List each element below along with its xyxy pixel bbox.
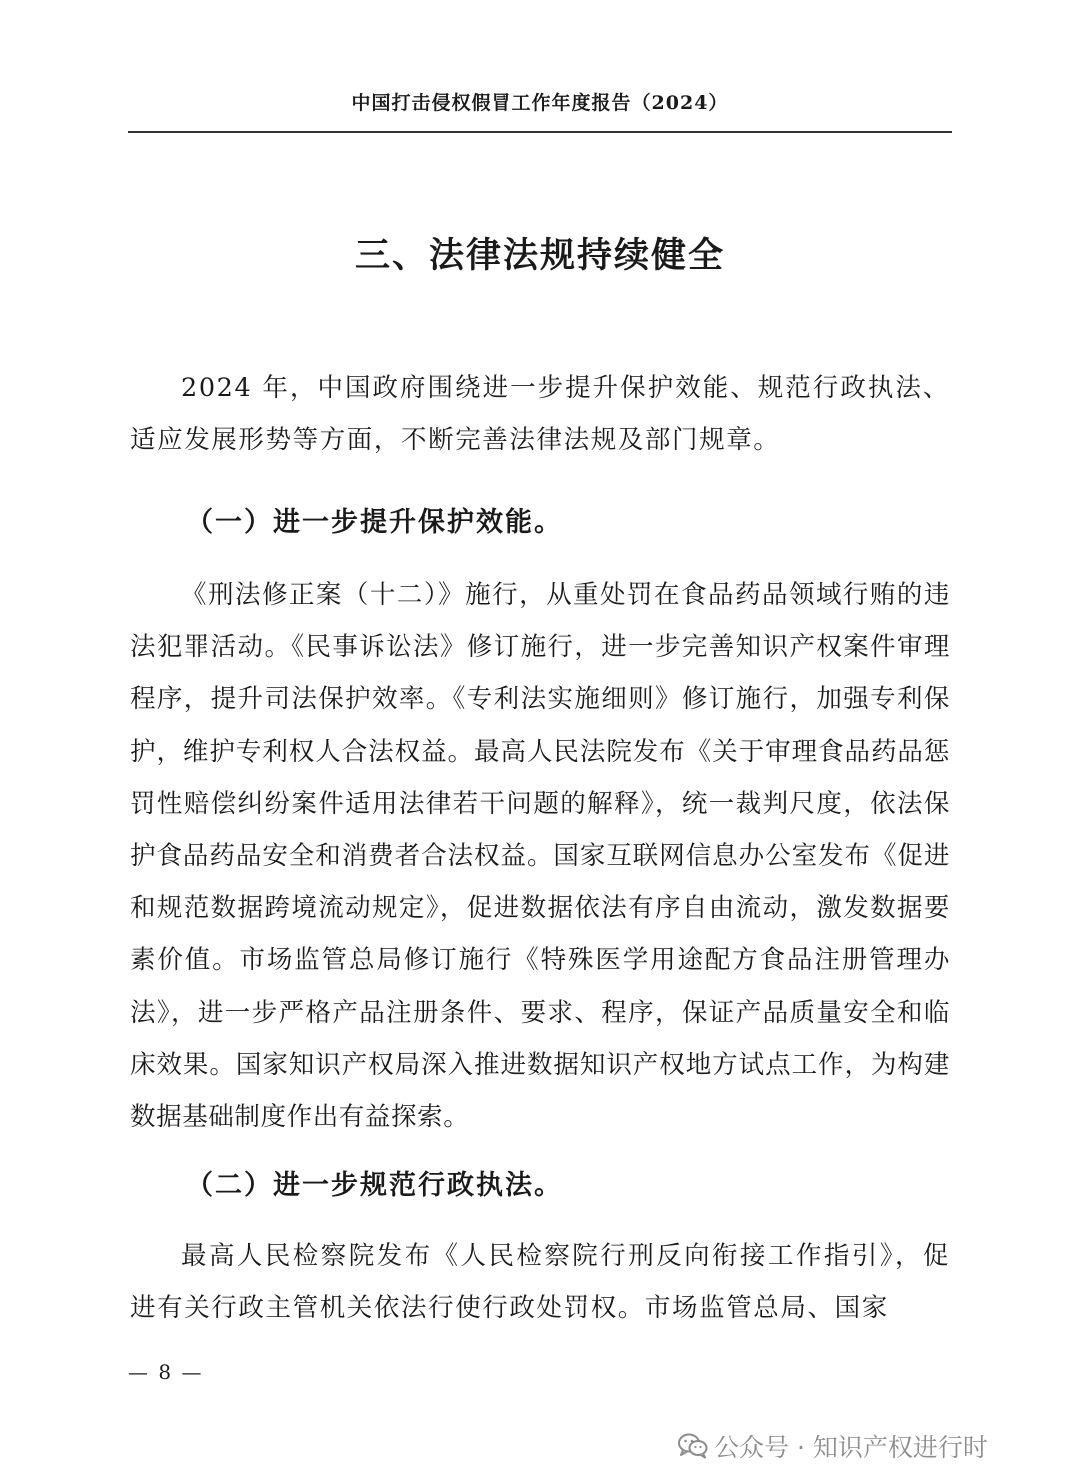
intro-paragraph: 2024 年，中国政府围绕进一步提升保护效能、规范行政执法、适应发展形势等方面，不断完善法律法规及部门规章。: [130, 373, 950, 456]
watermark-text: 公众号 · 知识产权进行时: [714, 1433, 988, 1462]
subsection-body-2: 最高人民检察院发布《人民检察院行刑反向衔接工作指引》，促进有关行政主管机关依法行使行政处罚权。市场监管总局、国家: [130, 1241, 950, 1324]
subsection-heading-2: （二）进一步规范行政执法。: [186, 1170, 563, 1201]
wechat-icon: [678, 1433, 708, 1459]
report-header-title: 中国打击侵权假冒工作年度报告（2024）: [351, 92, 729, 114]
watermark: [678, 1428, 988, 1464]
subsection-heading-1: （一）进一步提升保护效能。: [186, 507, 563, 538]
subsection-body-1: 《刑法修正案（十二）》施行，从重处罚在食品药品领域行贿的违法犯罪活动。《民事诉讼法》修订施行，进一步完善知识产权案件审理程序，提升司法保护效率。《专利法实施细则》修订施行，加强专利保护，维护专利权人合法权益。最高人民法院发布《关于审理食品药品惩罚性赔偿纠纷案件适用法律若干问题的解释》，统一裁判尺度，依法保护食品药品安全和消费者合法权益。国家互联网信息办公室发布《促进和规范数据跨境流动规定》，促进数据依法有序自由流动，激发数据要素价值。市场监管总局修订施行《特殊医学用途配方食品注册管理办法》，进一步严格产品注册条件、要求、程序，保证产品质量安全和临床效果。国家知识产权局深入推进数据知识产权地方试点工作，为构建数据基础制度作出有益探索。: [130, 580, 950, 1133]
page-number: — 8 —: [128, 1360, 204, 1384]
header-divider: [128, 131, 952, 133]
section-title: 三、法律法规持续健全: [354, 235, 725, 276]
